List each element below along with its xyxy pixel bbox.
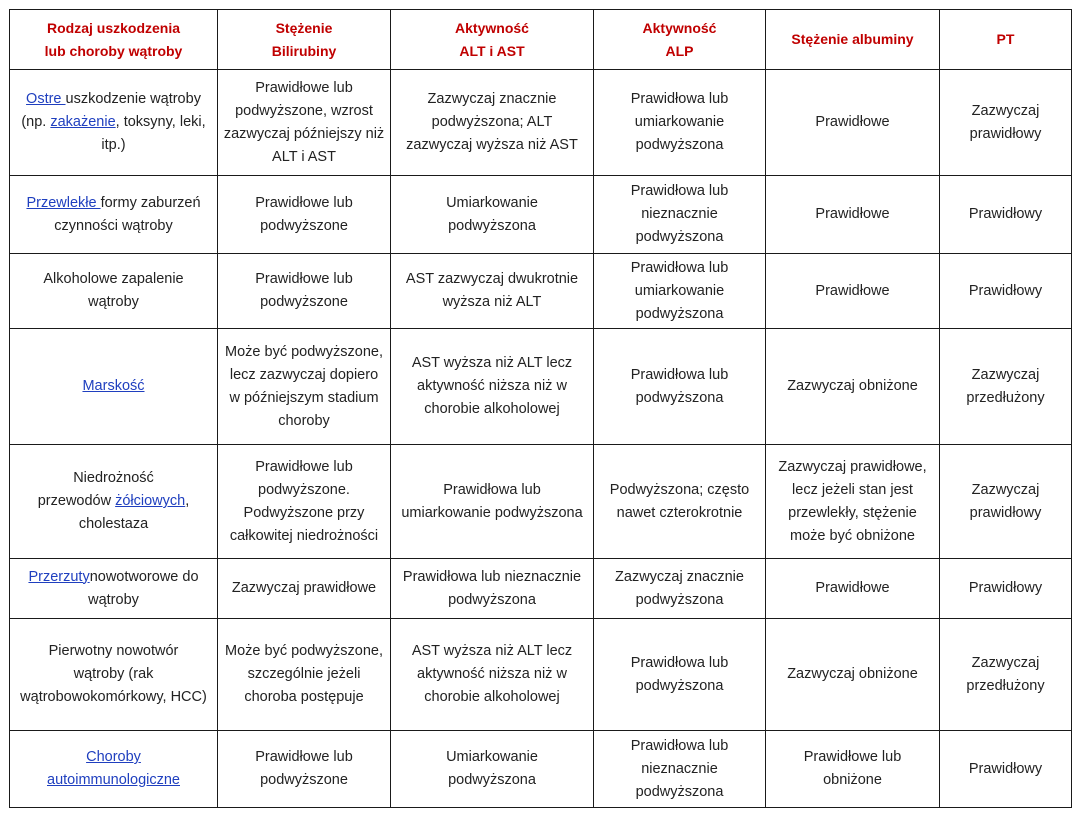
pt-cell: Prawidłowy (940, 731, 1072, 808)
disease-link[interactable]: Choroby autoimmunologiczne (47, 749, 180, 788)
bilirubin-cell: Prawidłowe lub podwyższone (218, 254, 391, 329)
alp-cell: Prawidłowa lub podwyższona (594, 329, 766, 445)
header-bilirubin: Stężenie Bilirubiny (218, 10, 391, 70)
disease-text: Niedrożność przewodów (37, 470, 154, 509)
header-alt-ast: Aktywność ALT i AST (391, 10, 594, 70)
alp-cell: Prawidłowa lub nieznacznie podwyższona (594, 176, 766, 254)
alp-cell: Podwyższona; często nawet czterokrotnie (594, 445, 766, 559)
table-row (10, 329, 1072, 445)
disease-link[interactable]: Przewlekłe (26, 194, 101, 211)
alt-ast-cell: Prawidłowa lub nieznacznie podwyższona (391, 559, 594, 619)
disease-text: nowotworowe do wątroby (88, 568, 199, 608)
pt-cell: Zazwyczaj prawidłowy (940, 70, 1072, 176)
pt-cell: Prawidłowy (940, 176, 1072, 254)
table-row (10, 559, 1072, 619)
disease-type-cell (10, 619, 218, 731)
disease-link[interactable]: zakażenie (50, 114, 116, 130)
disease-text: , cholestaza (78, 493, 190, 532)
pt-cell: Zazwyczaj przedłużony (940, 329, 1072, 445)
albumin-cell: Prawidłowe (766, 254, 940, 329)
pt-cell: Zazwyczaj prawidłowy (940, 445, 1072, 559)
table-row (10, 731, 1072, 808)
disease-text: , toksyny, leki, itp.) (101, 114, 206, 153)
albumin-cell: Prawidłowe (766, 176, 940, 254)
alt-ast-cell: AST wyższa niż ALT lecz aktywność niższa niż w chorobie alkoholowej (391, 329, 594, 445)
header-disease-type: Rodzaj uszkodzenia lub choroby wątroby (10, 10, 218, 70)
table-row (10, 445, 1072, 559)
alt-ast-cell: Umiarkowanie podwyższona (391, 731, 594, 808)
bilirubin-cell: Może być podwyższone, lecz zazwyczaj dopiero w późniejszym stadium choroby (218, 329, 391, 445)
disease-text: uszkodzenie wątroby (np. (21, 91, 201, 130)
table-row (10, 619, 1072, 731)
table-row (10, 176, 1072, 254)
albumin-cell: Prawidłowe lub obniżone (766, 731, 940, 808)
disease-type-cell (10, 70, 218, 176)
bilirubin-cell: Prawidłowe lub podwyższone (218, 731, 391, 808)
disease-type-cell (10, 254, 218, 329)
table-row (10, 70, 1072, 176)
disease-link[interactable]: żółciowych (115, 493, 186, 509)
albumin-cell: Zazwyczaj obniżone (766, 329, 940, 445)
disease-type-cell (10, 559, 218, 619)
disease-type-cell (10, 176, 218, 254)
alp-cell: Zazwyczaj znacznie podwyższona (594, 559, 766, 619)
alt-ast-cell: Umiarkowanie podwyższona (391, 176, 594, 254)
alp-cell: Prawidłowa lub umiarkowanie podwyższona (594, 70, 766, 176)
disease-text: Pierwotny nowotwór wątroby (rak wątrobowokomórkowy, HCC) (20, 643, 207, 705)
bilirubin-cell: Zazwyczaj prawidłowe (218, 559, 391, 619)
albumin-cell: Prawidłowe (766, 559, 940, 619)
albumin-cell: Prawidłowe (766, 70, 940, 176)
alt-ast-cell: Zazwyczaj znacznie podwyższona; ALT zazwyczaj wyższa niż AST (391, 70, 594, 176)
disease-text: formy zaburzeń czynności wątroby (54, 194, 201, 234)
table-row (10, 254, 1072, 329)
bilirubin-cell: Prawidłowe lub podwyższone (218, 176, 391, 254)
alp-cell: Prawidłowa lub nieznacznie podwyższona (594, 731, 766, 808)
disease-link[interactable]: Przerzuty (28, 568, 90, 585)
alp-cell: Prawidłowa lub umiarkowanie podwyższona (594, 254, 766, 329)
alt-ast-cell: AST wyższa niż ALT lecz aktywność niższa niż w chorobie alkoholowej (391, 619, 594, 731)
header-row (10, 10, 1072, 70)
disease-type-cell (10, 445, 218, 559)
albumin-cell: Zazwyczaj prawidłowe, lecz jeżeli stan jest przewlekły, stężenie może być obniżone (766, 445, 940, 559)
disease-type-cell (10, 329, 218, 445)
alp-cell: Prawidłowa lub podwyższona (594, 619, 766, 731)
bilirubin-cell: Prawidłowe lub podwyższone, wzrost zazwyczaj późniejszy niż ALT i AST (218, 70, 391, 176)
disease-type-cell (10, 731, 218, 808)
header-alp: Aktywność ALP (594, 10, 766, 70)
disease-link[interactable]: Marskość (82, 378, 145, 394)
albumin-cell: Zazwyczaj obniżone (766, 619, 940, 731)
alt-ast-cell: Prawidłowa lub umiarkowanie podwyższona (391, 445, 594, 559)
bilirubin-cell: Może być podwyższone, szczególnie jeżeli choroba postępuje (218, 619, 391, 731)
liver-disease-table (9, 9, 1072, 808)
pt-cell: Zazwyczaj przedłużony (940, 619, 1072, 731)
pt-cell: Prawidłowy (940, 559, 1072, 619)
alt-ast-cell: AST zazwyczaj dwukrotnie wyższa niż ALT (391, 254, 594, 329)
bilirubin-cell: Prawidłowe lub podwyższone. Podwyższone przy całkowitej niedrożności (218, 445, 391, 559)
pt-cell: Prawidłowy (940, 254, 1072, 329)
header-pt: PT (940, 10, 1072, 70)
header-albumin: Stężenie albuminy (766, 10, 940, 70)
disease-text: Alkoholowe zapalenie wątroby (43, 271, 184, 310)
disease-link[interactable]: Ostre (26, 91, 66, 107)
